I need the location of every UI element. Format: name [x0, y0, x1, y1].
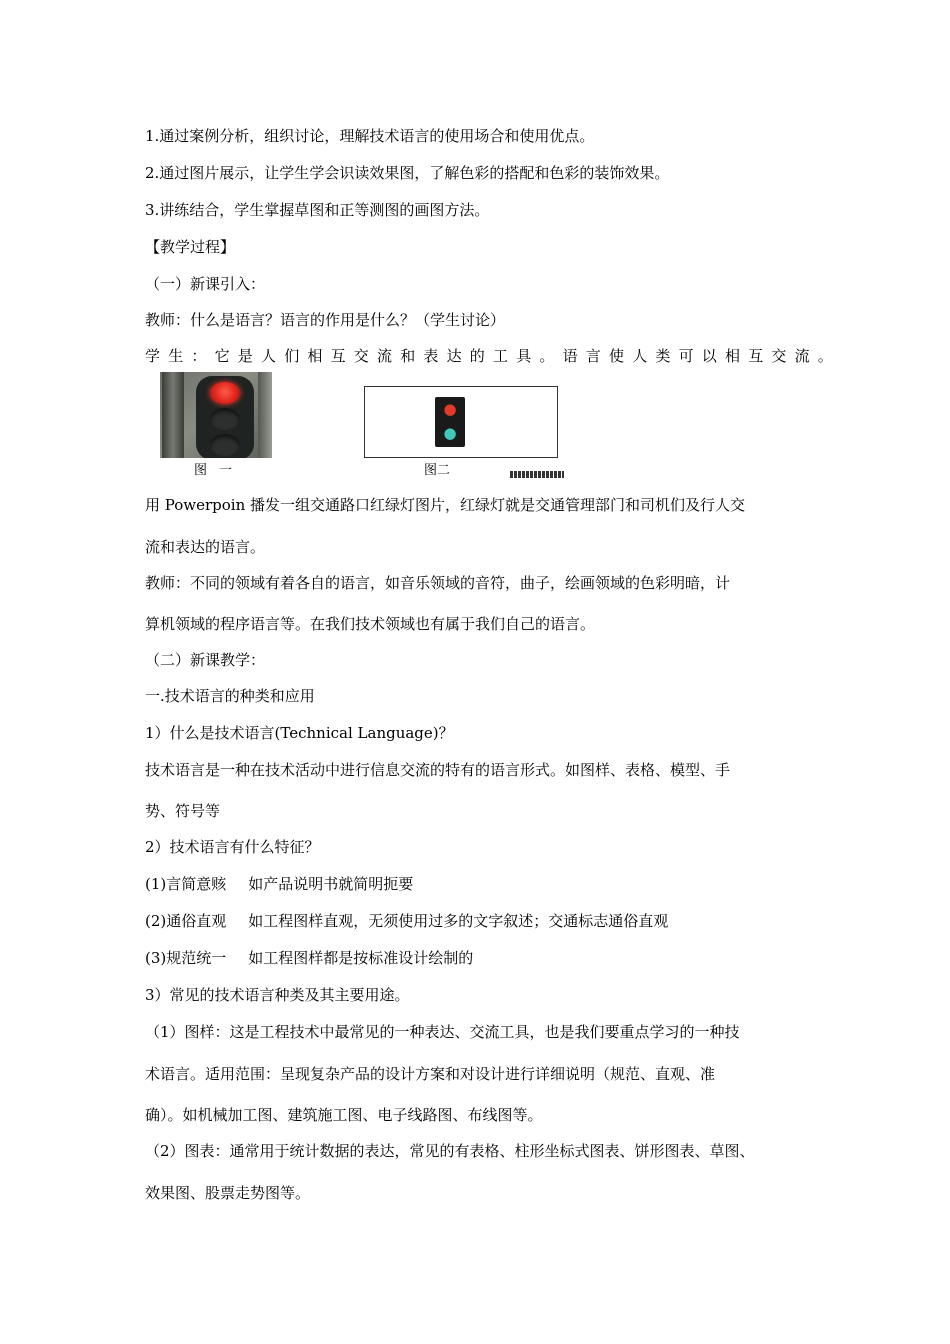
type-charts: （2）图表：通常用于统计数据的表达，常见的有表格、柱形坐标式图表、饼形图表、草图、: [145, 1142, 755, 1160]
feature-term: (2)通俗直观: [145, 912, 227, 930]
paragraph-teacher-domains: 教师：不同的领域有着各自的语言，如音乐领域的音符，曲子，绘画领域的色彩明暗，计: [145, 574, 731, 592]
traffic-light-photo: [160, 372, 272, 458]
objective-2: 2.通过图片展示，让学生学会识读效果图，了解色彩的搭配和色彩的装饰效果。: [145, 164, 670, 182]
lamp-icon: [210, 434, 240, 456]
objective-1: 1.通过案例分析，组织讨论，理解技术语言的使用场合和使用优点。: [145, 127, 595, 145]
type-drawings-cont-2: 确）。如机械加工图、建筑施工图、电子线路图、布线图等。: [145, 1106, 543, 1124]
objective-3: 3.讲练结合，学生掌握草图和正等测图的画图方法。: [145, 201, 490, 219]
feature-desc: 如工程图样都是按标准设计绘制的: [248, 949, 474, 967]
feature-item: [145, 911, 668, 931]
red-lamp-icon: [210, 382, 240, 404]
subsection-heading-new-lesson: （二）新课教学：: [145, 651, 266, 669]
section-heading-teaching-process: 【教学过程】: [145, 238, 236, 256]
lamp-icon: [210, 408, 240, 430]
feature-term: (1)言简意赅: [145, 875, 227, 893]
definition-paragraph-cont: 势、符号等: [145, 802, 221, 820]
student-answer: 学生：它是人们相互交流和表达的工具。语言使人类可以相互交流。: [145, 347, 842, 365]
subsection-heading-intro: （一）新课引入：: [145, 275, 266, 293]
feature-item: [145, 874, 413, 894]
question-what-is-tech-language: 1）什么是技术语言(Technical Language)？: [145, 724, 454, 742]
feature-desc: 如工程图样直观，无须使用过多的文字叙述；交通标志通俗直观: [248, 912, 669, 930]
feature-item: [145, 948, 473, 968]
question-types: 3）常见的技术语言种类及其主要用途。: [145, 986, 410, 1004]
paragraph-teacher-domains-cont: 算机领域的程序语言等。在我们技术领域也有属于我们自己的语言。: [145, 615, 596, 633]
red-pedestrian-icon: ●: [443, 400, 457, 418]
paragraph-traffic-light: 用 Powerpoin 播发一组交通路口红绿灯图片，红绿灯就是交通管理部门和司机们及行人交: [145, 496, 746, 514]
feature-desc: 如产品说明书就简明扼要: [248, 875, 414, 893]
figure-1-caption: 图一: [194, 463, 245, 478]
watermark-stamp: [510, 471, 564, 478]
green-pedestrian-icon: ●: [443, 424, 457, 442]
type-drawings: （1）图样：这是工程技术中最常见的一种表达、交流工具，也是我们要重点学习的一种技: [145, 1023, 740, 1041]
teacher-question: 教师：什么是语言？语言的作用是什么？（学生讨论）: [145, 311, 506, 329]
figure-2-caption: 图二: [424, 463, 451, 478]
feature-term: (3)规范统一: [145, 949, 227, 967]
question-features: 2）技术语言有什么特征？: [145, 838, 320, 856]
pedestrian-signal-figure: [364, 386, 558, 458]
definition-paragraph: 技术语言是一种在技术活动中进行信息交流的特有的语言形式。如图样、表格、模型、手: [145, 761, 731, 779]
paragraph-traffic-light-cont: 流和表达的语言。: [145, 538, 266, 556]
type-drawings-cont-1: 术语言。适用范围：呈现复杂产品的设计方案和对设计进行详细说明（规范、直观、准: [145, 1065, 716, 1083]
topic-heading: 一.技术语言的种类和应用: [145, 687, 315, 705]
type-charts-cont: 效果图、股票走势图等。: [145, 1184, 311, 1202]
